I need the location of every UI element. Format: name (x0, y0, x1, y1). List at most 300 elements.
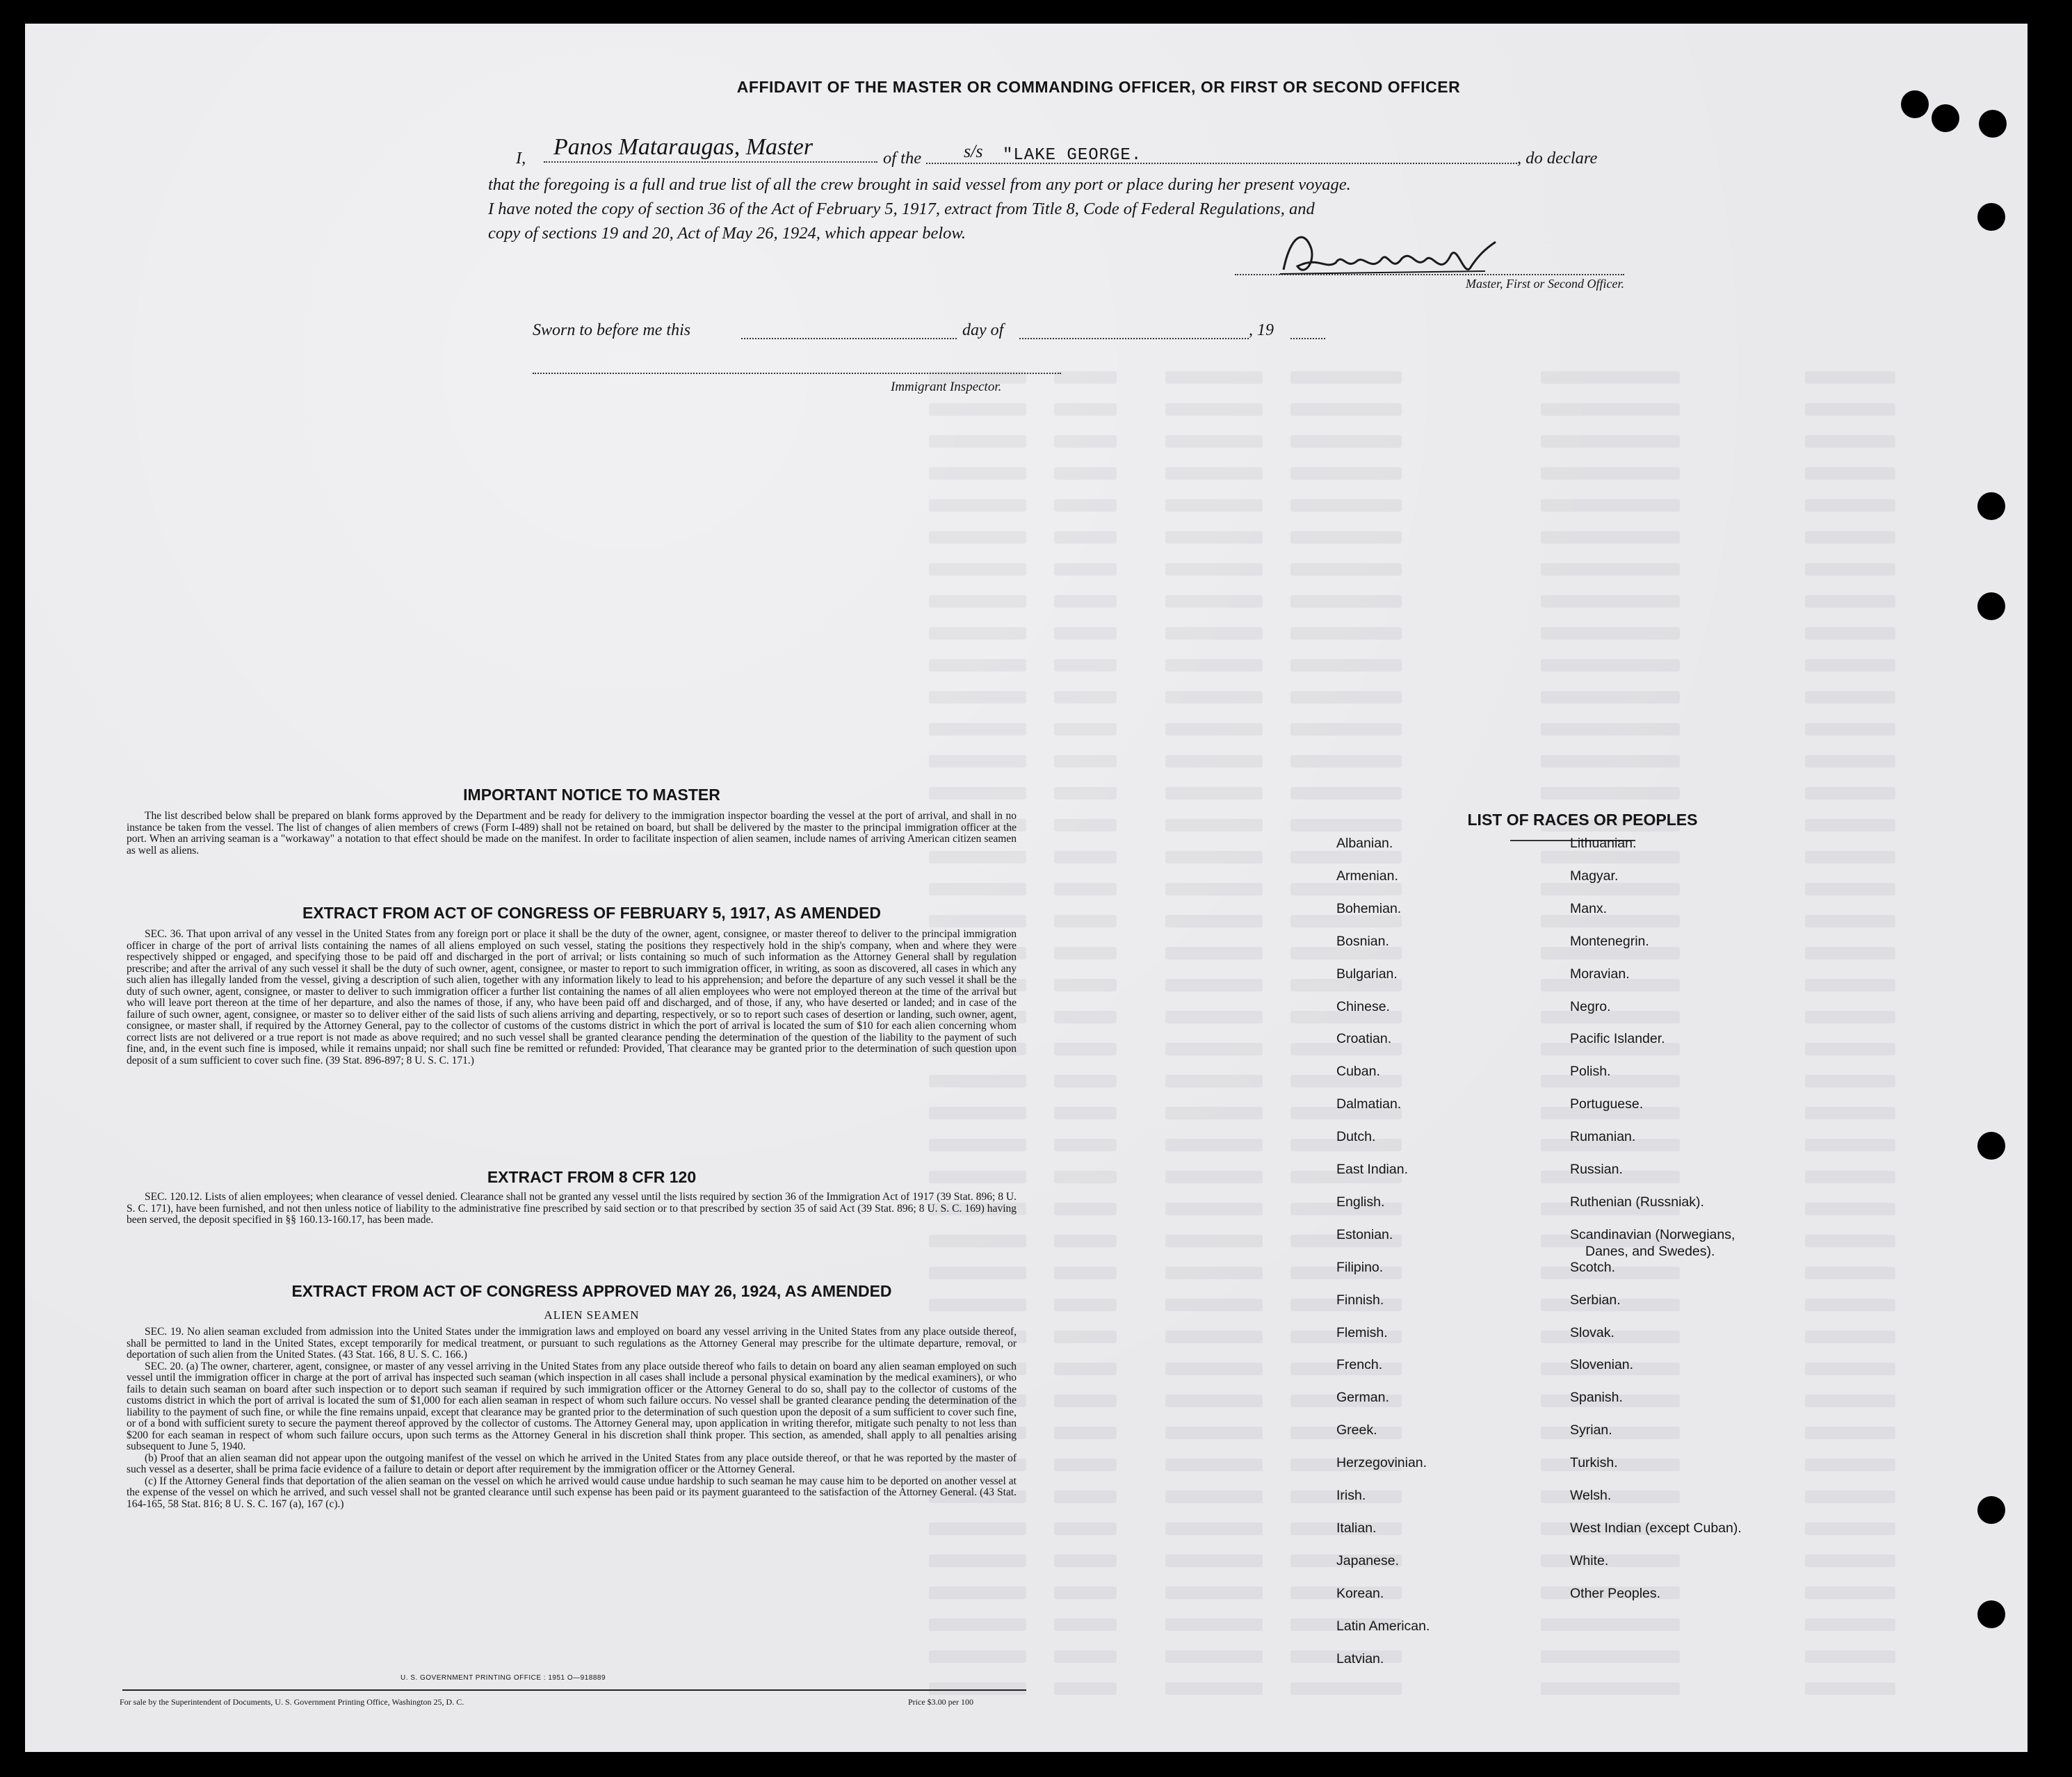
bleed-through-mark (1165, 883, 1263, 895)
bleed-through-mark (1054, 627, 1117, 640)
signature-line (1235, 274, 1624, 275)
bleed-through-mark (929, 1267, 1026, 1279)
bleed-through-row (25, 1075, 2028, 1087)
bleed-through-mark (1805, 1587, 1895, 1599)
bleed-through-mark (1805, 1523, 1895, 1535)
bleed-through-mark (1805, 1203, 1895, 1215)
bleed-through-mark (929, 1618, 1026, 1631)
bleed-through-mark (1805, 403, 1895, 416)
signature-area (1235, 232, 1624, 309)
bleed-through-mark (1805, 1043, 1895, 1055)
bleed-through-mark (1805, 531, 1895, 544)
bleed-through-row (25, 755, 2028, 768)
bleed-through-mark (1054, 1203, 1117, 1215)
bleed-through-mark (1805, 1075, 1895, 1087)
bleed-through-mark (1541, 947, 1680, 959)
bleed-through-mark (929, 1107, 1026, 1119)
bleed-through-mark (1805, 371, 1895, 384)
bleed-through-mark (1165, 1459, 1263, 1471)
race-item: Italian. (1336, 1520, 1377, 1536)
bleed-through-mark (1054, 531, 1117, 544)
bleed-through-mark (1054, 1011, 1117, 1023)
bleed-through-mark (1165, 947, 1263, 959)
bleed-through-mark (1054, 659, 1117, 672)
bleed-through-mark (1805, 563, 1895, 576)
race-item: Welsh. (1570, 1488, 1612, 1503)
race-item: Rumanian. (1570, 1129, 1636, 1145)
footer-rule (122, 1689, 1026, 1691)
bleed-through-mark (929, 1235, 1026, 1247)
bleed-through-mark (1290, 691, 1402, 704)
race-item: German. (1336, 1390, 1389, 1406)
bleed-through-mark (1054, 1682, 1117, 1695)
sworn-date-field (741, 316, 957, 339)
punch-hole (1977, 492, 2005, 520)
race-item: Polish. (1570, 1064, 1611, 1080)
race-item: Chinese. (1336, 998, 1390, 1014)
bleed-through-mark (1054, 1331, 1117, 1343)
bleed-through-mark (929, 435, 1026, 448)
bleed-through-mark (1054, 1491, 1117, 1503)
bleed-through-mark (1054, 819, 1117, 831)
bleed-through-mark (1165, 627, 1263, 640)
race-item: Negro. (1570, 998, 1611, 1014)
race-item: Herzegovinian. (1336, 1455, 1427, 1471)
bleed-through-mark (1541, 883, 1680, 895)
bleed-through-mark (1290, 403, 1402, 416)
bleed-through-mark (1054, 851, 1117, 863)
race-item: Latvian. (1336, 1650, 1384, 1666)
bleed-through-mark (1165, 1395, 1263, 1407)
bleed-through-mark (929, 403, 1026, 416)
bleed-through-mark (1805, 1235, 1895, 1247)
bleed-through-mark (1165, 1491, 1263, 1503)
sworn-month-field (1019, 316, 1249, 339)
sworn-year-field (1290, 316, 1325, 339)
bleed-through-mark (1290, 819, 1402, 831)
bleed-through-mark (1541, 595, 1680, 608)
act-1924-body: SEC. 19. No alien seaman excluded from admission into the United States under the immigration laws and employed on board any vessel arriving in the United States from any place outside thereof, shall be permitted to land in the United States, except temporarily for medical treatment, or pursuant to such regulations as the Attorney General may prescribe for the ultimate departure, removal, or deportation of such alien from the United States. (43 Stat. 166, 8 U. S. C. 166.) SEC. 20. (a) The owner, charterer, agent, consignee, or master of any vessel arriving in the United States from any place outside thereof who fails to detain on board any alien seaman employed on such vessel until the immigration officer in charge at the port of arrival has inspected such seaman (which inspection in all cases shall include a personal physical examination by the medical examiners), or who fails to detain such seaman on board after such inspection or to deport such seaman if required by such immigration officer or the Attorney General to do so, shall pay to the collector of customs of the customs district in which the port of arrival is located the sum of $1,000 for each alien seaman in respect of whom such failure occurs. No vessel shall be granted clearance pending the determination of the liability to the payment of such fine, or while the fine remains unpaid, except that clearance may be granted prior to the determination of such question upon the deposit of a sum sufficient to cover such fine, or of a bond with sufficient surety to secure the payment thereof approved by the collector of customs. The Attorney General may, upon application in writing therefor, mitigate such penalty to not less than $200 for each seaman in respect of whom such failure occurs, upon such terms as the Attorney General in his discretion shall think proper. This section, as amended, shall apply to all penalties arising subsequent to June 5, 1940. (b) Proof that an alien seaman did not appear upon the outgoing manifest of the vessel on which he arrived in the United States from any place outside thereof, or that he was reported by the master of such vessel as a deserter, shall be prima facie evidence of a failure to detain or deport after requirement by the immigration officer or the Attorney General. (c) If the Attorney General finds that deportation of the alien seaman on the vessel on which he arrived would cause undue hardship to such seaman he may cause him to be deported on another vessel at the expense of the vessel on which he arrived, and such vessel shall not be granted clearance until such expense has been paid or its payment guaranteed to the satisfaction of the Attorney General. (43 Stat. 164-165, 58 Stat. 816; 8 U. S. C. 167 (a), 167 (c).) (127, 1326, 1017, 1510)
affidavit-title: AFFIDAVIT OF THE MASTER OR COMMANDING OFFICER, OR FIRST OR SECOND OFFICER (736, 78, 1461, 96)
bleed-through-mark (1805, 1107, 1895, 1119)
bleed-through-mark (1290, 947, 1402, 959)
bleed-through-mark (1805, 1299, 1895, 1311)
bleed-through-mark (1054, 691, 1117, 704)
bleed-through-mark (1541, 627, 1680, 640)
bleed-through-mark (1165, 1427, 1263, 1439)
bleed-through-mark (1290, 915, 1402, 927)
bleed-through-mark (1805, 787, 1895, 800)
bleed-through-mark (929, 883, 1026, 895)
bleed-through-mark (1054, 1363, 1117, 1375)
bleed-through-mark (929, 1139, 1026, 1151)
punch-hole (1977, 1132, 2005, 1160)
bleed-through-row (25, 723, 2028, 736)
signature-caption: Master, First or Second Officer. (1466, 277, 1624, 291)
bleed-through-mark (1290, 883, 1402, 895)
bleed-through-row (25, 595, 2028, 608)
bleed-through-mark (1805, 627, 1895, 640)
race-item: Finnish. (1336, 1292, 1384, 1308)
bleed-through-mark (1290, 659, 1402, 672)
bleed-through-mark (1165, 1299, 1263, 1311)
bleed-through-mark (1805, 819, 1895, 831)
bleed-through-mark (929, 1555, 1026, 1567)
bleed-through-mark (929, 563, 1026, 576)
race-item: Ruthenian (Russniak). (1570, 1194, 1704, 1210)
bleed-through-mark (1165, 1107, 1263, 1119)
bleed-through-mark (1805, 1682, 1895, 1695)
bleed-through-mark (1054, 787, 1117, 800)
sworn-line (533, 321, 1367, 349)
race-item: Slovak. (1570, 1324, 1614, 1340)
bleed-through-mark (1165, 595, 1263, 608)
bleed-through-mark (929, 659, 1026, 672)
bleed-through-row (25, 1107, 2028, 1119)
inspector-caption: Immigrant Inspector. (891, 380, 1002, 394)
bleed-through-mark (1165, 1139, 1263, 1151)
bleed-through-mark (1054, 1459, 1117, 1471)
race-item: Bulgarian. (1336, 966, 1398, 982)
bleed-through-mark (1805, 1459, 1895, 1471)
bleed-through-mark (1541, 723, 1680, 736)
bleed-through-mark (1541, 467, 1680, 480)
bleed-through-mark (1541, 1552, 1680, 1568)
bleed-through-mark (1805, 755, 1895, 768)
bleed-through-mark (1165, 1203, 1263, 1215)
bleed-through-mark (1805, 1395, 1895, 1407)
race-item: Syrian. (1570, 1422, 1612, 1438)
bleed-through-row (25, 1650, 2028, 1663)
bleed-through-mark (1805, 1139, 1895, 1151)
bleed-through-mark (1054, 883, 1117, 895)
bleed-through-mark (1054, 1523, 1117, 1535)
bleed-through-mark (1165, 1523, 1263, 1535)
bleed-through-row (25, 467, 2028, 480)
race-item: Portuguese. (1570, 1096, 1644, 1112)
race-item: Estonian. (1336, 1226, 1393, 1242)
notice-body: The list described below shall be prepared on blank forms approved by the Department and be ready for delivery to the immigration inspector boarding the vessel at the port of arrival, and shall in no instance be taken from the vessel. The list of changes of alien members of crews (Form I-489) shall not be retained on board, but shall be delivered by the master to the principal immigration officer at the port. When an arriving seaman is a "workaway" a notation to that effect should be made on the manifest. In order to facilitate inspection of alien seamen, include names of arriving American citizen seamen as well as aliens. (127, 810, 1017, 857)
bleed-through-mark (1541, 755, 1680, 768)
bleed-through-mark (1054, 467, 1117, 480)
bleed-through-mark (1541, 851, 1680, 863)
notice-title: IMPORTANT NOTICE TO MASTER (463, 786, 720, 804)
bleed-through-row (25, 1618, 2028, 1631)
do-declare-label: , do declare (1517, 149, 1598, 168)
bleed-through-mark (1805, 1363, 1895, 1375)
punch-hole (1901, 90, 1929, 118)
bleed-through-mark (1165, 1075, 1263, 1087)
bleed-through-mark (1054, 1427, 1117, 1439)
bleed-through-mark (1541, 563, 1680, 576)
race-item: Cuban. (1336, 1064, 1380, 1080)
race-item: Bohemian. (1336, 900, 1402, 916)
bleed-through-row (25, 1267, 2028, 1279)
bleed-through-mark (1054, 755, 1117, 768)
bleed-through-row (25, 563, 2028, 576)
bleed-through-mark (1805, 659, 1895, 672)
race-item: Irish. (1336, 1488, 1366, 1503)
bleed-through-mark (1165, 563, 1263, 576)
bleed-through-mark (1805, 947, 1895, 959)
race-item: Spanish. (1570, 1390, 1623, 1406)
bleed-through-mark (1541, 371, 1680, 384)
bleed-through-mark (1290, 627, 1402, 640)
bleed-through-row (25, 883, 2028, 895)
bleed-through-mark (929, 755, 1026, 768)
race-item: Korean. (1336, 1585, 1384, 1601)
bleed-through-mark (1054, 723, 1117, 736)
race-item: Other Peoples. (1570, 1585, 1661, 1601)
bleed-through-mark (1541, 691, 1680, 704)
bleed-through-mark (1054, 947, 1117, 959)
bleed-through-row (25, 627, 2028, 640)
bleed-through-mark (1165, 371, 1263, 384)
bleed-through-mark (1805, 1491, 1895, 1503)
sworn-day-label: day of (962, 321, 1004, 339)
bleed-through-mark (1165, 467, 1263, 480)
bleed-through-mark (1054, 403, 1117, 416)
races-title: LIST OF RACES OR PEOPLES (1467, 811, 1698, 829)
bleed-through-mark (1290, 531, 1402, 544)
sworn-year-label: , 19 (1249, 321, 1274, 339)
race-item: West Indian (except Cuban). (1570, 1520, 1742, 1536)
bleed-through-mark (1054, 1043, 1117, 1055)
bleed-through-mark (1805, 851, 1895, 863)
bleed-through-mark (1165, 403, 1263, 416)
declare-prefix: I, (516, 149, 526, 168)
bleed-through-mark (929, 627, 1026, 640)
bleed-through-mark (1165, 1555, 1263, 1567)
price-note: Price $3.00 per 100 (908, 1697, 973, 1707)
bleed-through-mark (1054, 1075, 1117, 1087)
vessel-name: "LAKE GEORGE. (1003, 146, 1142, 165)
race-item: Bosnian. (1336, 933, 1389, 949)
for-sale-note: For sale by the Superintendent of Documents, U. S. Government Printing Office, Washington 25, D. C. (120, 1697, 464, 1707)
sworn-prefix: Sworn to before me this (533, 321, 691, 339)
bleed-through-mark (929, 1075, 1026, 1087)
bleed-through-mark (1054, 979, 1117, 991)
vessel-name-field (926, 140, 1517, 164)
bleed-through-mark (1054, 1235, 1117, 1247)
bleed-through-mark (1805, 691, 1895, 704)
race-item: Dalmatian. (1336, 1096, 1402, 1112)
bleed-through-mark (1054, 1587, 1117, 1599)
bleed-through-mark (1165, 915, 1263, 927)
bleed-through-row (25, 659, 2028, 672)
bleed-through-mark (1805, 467, 1895, 480)
bleed-through-mark (1054, 1299, 1117, 1311)
bleed-through-mark (1165, 531, 1263, 544)
bleed-through-mark (1805, 1171, 1895, 1183)
bleed-through-mark (929, 1587, 1026, 1599)
race-item: Lithuanian. (1570, 836, 1637, 851)
bleed-through-mark (1054, 435, 1117, 448)
punch-hole (1979, 110, 2007, 138)
bleed-through-mark (1165, 499, 1263, 512)
bleed-through-row (25, 403, 2028, 416)
bleed-through-mark (1165, 851, 1263, 863)
declaration-line: I have noted the copy of section 36 of the Act of February 5, 1917, extract from Title 8, Code of Federal Regulations, and (488, 200, 1315, 218)
bleed-through-mark (1165, 1618, 1263, 1631)
race-item: English. (1336, 1194, 1385, 1210)
bleed-through-mark (1805, 1427, 1895, 1439)
race-item: Manx. (1570, 900, 1608, 916)
bleed-through-row (25, 691, 2028, 704)
act-1917-body: SEC. 36. That upon arrival of any vessel in the United States from any foreign port or place it shall be the duty of the owner, agent, consignee, or master thereof to deliver to the principal immigration officer in charge of the port of arrival lists containing the names of all aliens employed on such vessel, stating the positions they respectively hold in the ship's company, when and where they were respectively shipped or engaged, and specifying those to be paid off and discharged in the port of arrival; or lists containing so much of such information as the Attorney General shall by regulation prescribe; and after the arrival of any such vessel it shall be the duty of such owner, agent, consignee, or master to report to such immigration officer, in writing, as soon as discovered, all cases in which any such alien has illegally landed from the vessel, giving a description of such alien, together with any information likely to lead to his apprehension; and before the departure of any such vessel it shall be the duty of such owner, agent, consignee, or master to deliver to such immigration officer a further list containing the names of all alien employees who were not employed thereon at the time of the arrival but who will leave port thereon at the time of her departure, and also the names of those, if any, who have been paid off and discharged, and of those, if any, who have deserted or landed; and in case of the failure of such owner, agent, consignee, or master so to deliver either of the said lists of such aliens arriving and departing, respectively, or so to report such cases of desertion or landing, such owner, agent, consignee, or master shall, if required by the Attorney General, pay to the collector of customs of the customs district in which the port of arrival is located the sum of $10 for each alien concerning whom correct lists are not delivered or a true report is not made as above required; and no such vessel shall be granted clearance pending the determination of the question of the liability to the payment of such fine, and, in the event such fine is imposed, while it remains unpaid; nor shall such fine be remitted or refunded: Provided, That clearance may be granted prior to the determination of such question upon deposit of a sum sufficient to cover such fine. (39 Stat. 896-897; 8 U. S. C. 171.) (127, 928, 1017, 1066)
master-name-field (544, 134, 877, 163)
bleed-through-mark (1805, 1267, 1895, 1279)
bleed-through-mark (1054, 563, 1117, 576)
bleed-through-mark (1541, 531, 1680, 544)
race-item: Serbian. (1570, 1292, 1621, 1308)
bleed-through-mark (1165, 1587, 1263, 1599)
bleed-through-mark (1054, 1267, 1117, 1279)
punch-hole (1932, 104, 1959, 132)
punch-hole (1977, 592, 2005, 620)
bleed-through-mark (1805, 1650, 1895, 1663)
bleed-through-mark (1805, 1618, 1895, 1631)
race-item: East Indian. (1336, 1162, 1408, 1177)
bleed-through-mark (929, 499, 1026, 512)
bleed-through-mark (1165, 979, 1263, 991)
bleed-through-mark (1805, 979, 1895, 991)
race-item: Slovenian. (1570, 1357, 1634, 1373)
bleed-through-mark (929, 595, 1026, 608)
vessel-type: s/s (964, 141, 983, 161)
bleed-through-mark (1805, 435, 1895, 448)
bleed-through-mark (1165, 1650, 1263, 1663)
act-1917-title: EXTRACT FROM ACT OF CONGRESS OF FEBRUARY 5, 1917, AS AMENDED (302, 904, 881, 922)
bleed-through-mark (1054, 1555, 1117, 1567)
bleed-through-row (25, 1139, 2028, 1151)
of-the-label: of the (883, 149, 922, 168)
punch-hole (1977, 1600, 2005, 1628)
race-item: Scotch. (1570, 1259, 1616, 1275)
bleed-through-mark (1165, 659, 1263, 672)
bleed-through-mark (1290, 563, 1402, 576)
bleed-through-mark (1541, 435, 1680, 448)
bleed-through-mark (1165, 1682, 1263, 1695)
race-item: Albanian. (1336, 836, 1393, 851)
race-item: Filipino. (1336, 1259, 1384, 1275)
bleed-through-mark (1290, 371, 1402, 384)
bleed-through-mark (1290, 755, 1402, 768)
race-item: Croatian. (1336, 1031, 1392, 1047)
bleed-through-mark (1165, 723, 1263, 736)
bleed-through-mark (929, 467, 1026, 480)
bleed-through-mark (1165, 1331, 1263, 1343)
bleed-through-mark (1541, 915, 1680, 927)
master-name: Panos Mataraugas, Master (553, 134, 814, 160)
bleed-through-mark (1805, 883, 1895, 895)
bleed-through-mark (1165, 691, 1263, 704)
race-item: Greek. (1336, 1422, 1377, 1438)
bleed-through-mark (1165, 1235, 1263, 1247)
bleed-through-mark (1541, 1682, 1680, 1695)
race-item: White. (1570, 1552, 1609, 1568)
act-1924-title: EXTRACT FROM ACT OF CONGRESS APPROVED MAY 26, 1924, AS AMENDED (291, 1282, 892, 1300)
bleed-through-mark (1165, 435, 1263, 448)
bleed-through-mark (1805, 1011, 1895, 1023)
race-item: Moravian. (1570, 966, 1630, 982)
bleed-through-mark (1541, 403, 1680, 416)
race-item: Dutch. (1336, 1129, 1376, 1145)
bleed-through-mark (1290, 435, 1402, 448)
bleed-through-row (25, 1552, 2028, 1568)
race-item: Russian. (1570, 1162, 1623, 1177)
bleed-through-mark (1805, 915, 1895, 927)
bleed-through-row (25, 435, 2028, 448)
cfr-body: SEC. 120.12. Lists of alien employees; when clearance of vessel denied. Clearance shall not be granted any vessel until the lists required by section 36 of the Immigration Act of 1917 (39 Stat. 896; 8 U. S. C. 171), have been furnished, and not then unless notice of liability to the administrative fine prescribed by said section or to that prescribed by section 35 of said Act (39 Stat. 896; 8 U. S. C. 169) having been served, the deposit specified in §§ 160.13-160.17, has been made. (127, 1191, 1017, 1226)
declaration-line: copy of sections 19 and 20, Act of May 26, 1924, which appear below. (488, 224, 966, 243)
bleed-through-mark (1054, 371, 1117, 384)
bleed-through-mark (1165, 1043, 1263, 1055)
bleed-through-mark (1054, 1171, 1117, 1183)
race-item: Magyar. (1570, 868, 1619, 884)
bleed-through-mark (1165, 755, 1263, 768)
bleed-through-mark (1054, 915, 1117, 927)
declaration-line (488, 134, 1642, 172)
document-page (25, 24, 2028, 1752)
bleed-through-mark (1290, 499, 1402, 512)
bleed-through-row (25, 1682, 2028, 1695)
bleed-through-mark (1165, 1267, 1263, 1279)
bleed-through-mark (1290, 787, 1402, 800)
alien-seamen-subtitle: ALIEN SEAMEN (544, 1308, 640, 1322)
bleed-through-mark (1541, 1618, 1680, 1631)
bleed-through-mark (1054, 1618, 1117, 1631)
bleed-through-mark (1541, 499, 1680, 512)
bleed-through-mark (1805, 1555, 1895, 1567)
bleed-through-mark (1054, 1650, 1117, 1663)
bleed-through-mark (929, 691, 1026, 704)
race-item: Scandinavian (Norwegians, (1570, 1226, 1735, 1242)
race-item: Montenegrin. (1570, 933, 1649, 949)
bleed-through-row (25, 499, 2028, 512)
bleed-through-mark (1541, 659, 1680, 672)
bleed-through-mark (1805, 499, 1895, 512)
bleed-through-mark (1054, 1107, 1117, 1119)
bleed-through-mark (1290, 467, 1402, 480)
race-item: French. (1336, 1357, 1383, 1373)
race-item: Flemish. (1336, 1324, 1388, 1340)
race-item: Latin American. (1336, 1618, 1430, 1634)
bleed-through-mark (929, 1682, 1026, 1695)
bleed-through-mark (1805, 1331, 1895, 1343)
bleed-through-mark (1290, 851, 1402, 863)
bleed-through-mark (1805, 595, 1895, 608)
race-item: Armenian. (1336, 868, 1398, 884)
bleed-through-mark (929, 723, 1026, 736)
punch-hole (1977, 203, 2005, 231)
bleed-through-mark (1290, 723, 1402, 736)
bleed-through-row (25, 1587, 2028, 1599)
bleed-through-mark (1054, 499, 1117, 512)
race-item: Pacific Islander. (1570, 1031, 1665, 1047)
bleed-through-mark (929, 531, 1026, 544)
bleed-through-mark (1290, 1682, 1402, 1695)
bleed-through-mark (1165, 787, 1263, 800)
bleed-through-mark (929, 1523, 1026, 1535)
punch-hole (1977, 1496, 2005, 1524)
gpo-imprint: U. S. GOVERNMENT PRINTING OFFICE : 1951 O—918889 (400, 1674, 606, 1682)
race-item: Japanese. (1336, 1552, 1399, 1568)
bleed-through-mark (1805, 723, 1895, 736)
bleed-through-mark (1054, 1395, 1117, 1407)
handwritten-signature (1277, 228, 1506, 284)
bleed-through-mark (1541, 787, 1680, 800)
